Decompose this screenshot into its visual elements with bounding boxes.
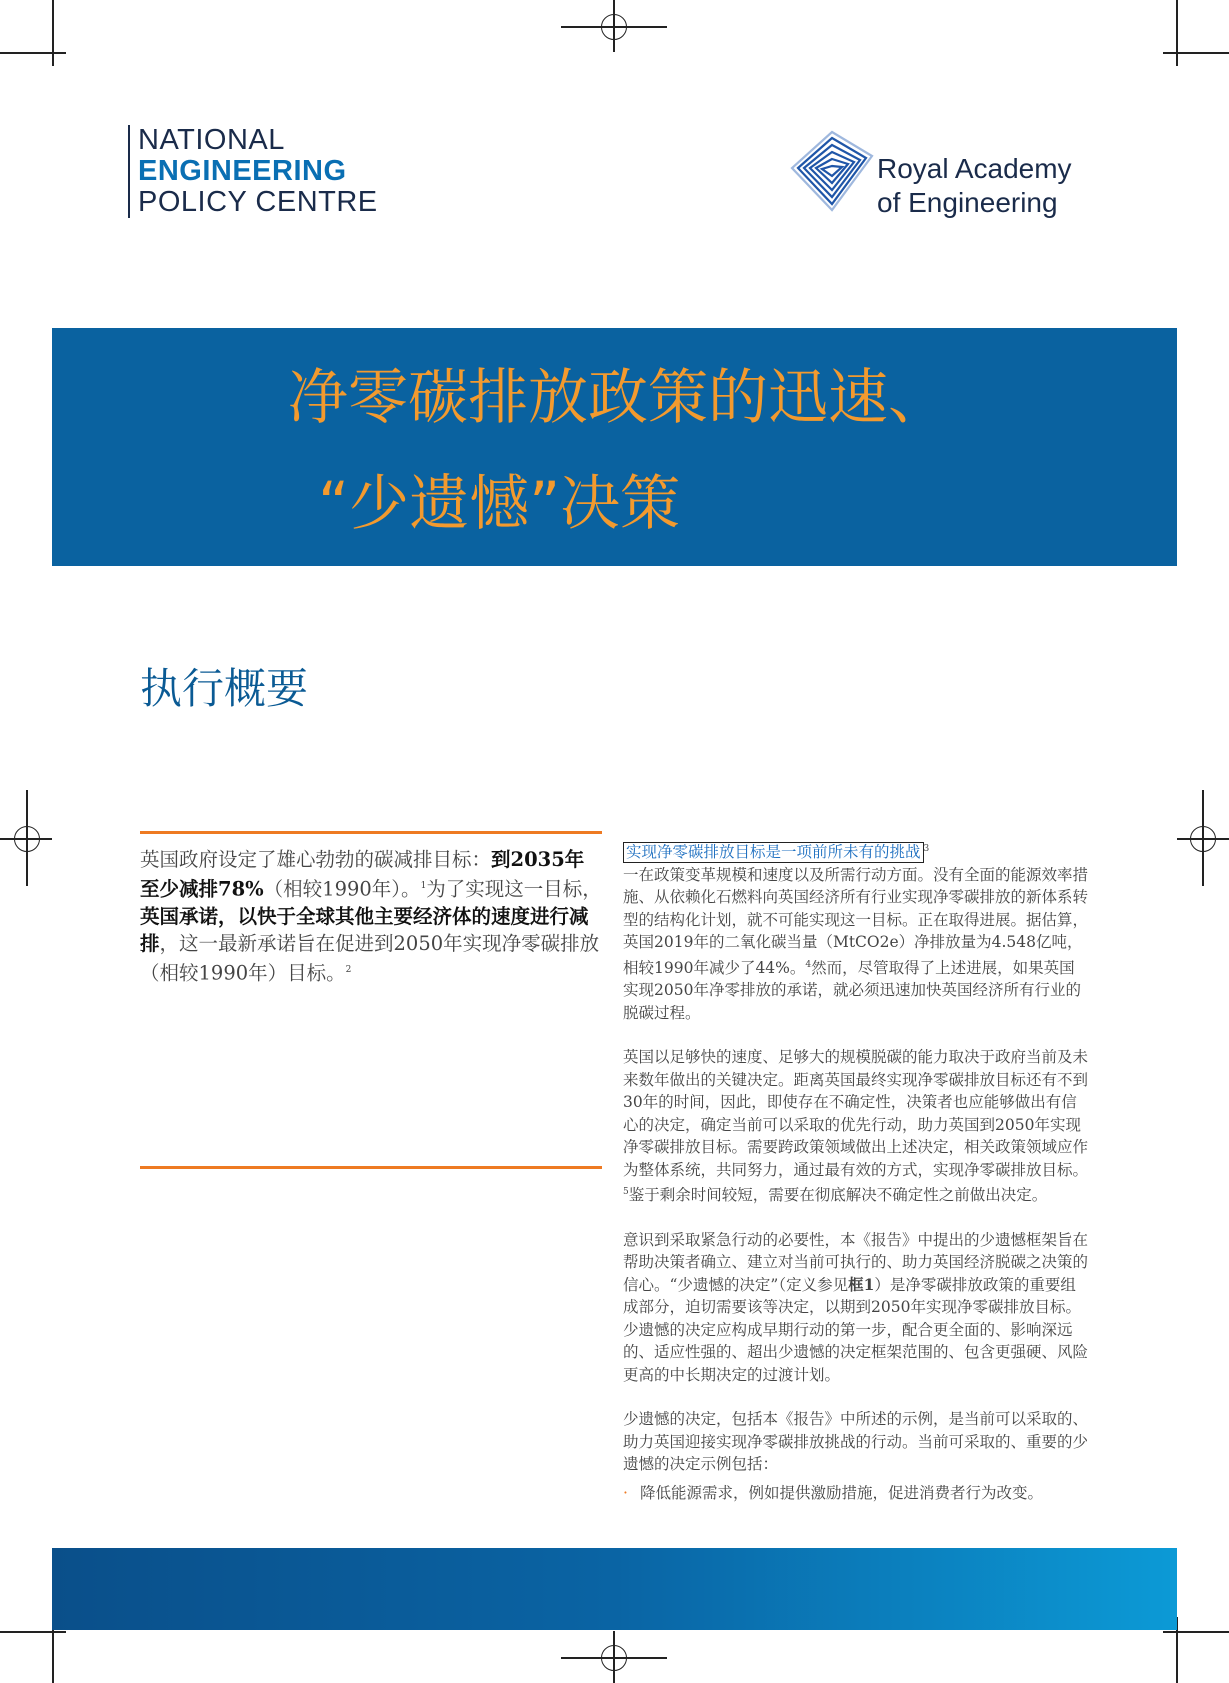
- registration-circle: [601, 14, 627, 40]
- crop-mark: [1163, 52, 1229, 54]
- crop-mark: [0, 52, 66, 54]
- paragraph-3: 意识到采取紧急行动的必要性，本《报告》中提出的少遗憾框架旨在帮助决策者确立、建立对当前可执行的、助力英国经济脱碳之决策的信心。“少遗憾的决定”（定义参见框1）是净零碳排放政策的重要组成部分，迫切需要该等决定，以期到2050年实现净零碳排放目标。少遗憾的决定应构成早期行动的第一步，配合更全面的、影响深远的、适应性强的、超出少遗憾的决定框架范围的、包含更强硬、风险更高的中长期决定的过渡计划。: [623, 1230, 1089, 1384]
- rae-logo-line-2: of Engineering: [877, 187, 1058, 218]
- bullet-text: 降低能源需求，例如提供激励措施，促进消费者行为改变。: [639, 1483, 1043, 1502]
- paragraph-4: 少遗憾的决定，包括本《报告》中所述的示例，是当前可以采取的、助力英国迎接实现净零碳排放挑战的行动。当前可采取的、重要的少遗憾的决定示例包括：: [623, 1410, 1089, 1474]
- royal-academy-logo: [877, 152, 1072, 220]
- royal-academy-icon: [788, 128, 876, 214]
- section-heading: 执行概要: [140, 664, 309, 713]
- footer-band: [52, 1548, 1177, 1630]
- page-title-line-1: 净零碳排放政策的迅速、: [288, 363, 948, 433]
- orange-rule-bottom: [140, 1166, 602, 1169]
- crop-mark: [1176, 0, 1178, 66]
- nepc-logo-line-2: ENGINEERING: [138, 155, 347, 187]
- nepc-logo-line-1: NATIONAL: [138, 124, 285, 156]
- highlight-box: 实现净零碳排放目标是一项前所未有的挑战: [623, 842, 924, 863]
- crop-mark: [52, 0, 54, 66]
- body-column: [623, 838, 1088, 1504]
- crop-mark: [0, 1631, 66, 1633]
- intro-paragraph: 英国政府设定了雄心勃勃的碳减排目标：到2035年至少减排78%（相较1990年）。$^1$为了实现这一目标，英国承诺，以快于全球其他主要经济体的速度进行减排，这一最新承诺旨在促进到2050年实现净零碳排放（相较1990年）目标。$^2$: [140, 848, 602, 984]
- paragraph-2: 英国以足够快的速度、足够大的规模脱碳的能力取决于政府当前及未来数年做出的关键决定。距离英国最终实现净零碳排放目标还有不到30年的时间，因此，即使存在不确定性，决策者也应能够做出有信心的决定，确定当前可以采取的优先行动，助力英国到2050年实现净零碳排放目标。需要跨政策领域做出上述决定，相关政策领域应作为整体系统，共同努力，通过最有效的方式，实现净零碳排放目标。$^5$鉴于剩余时间较短，需要在彻底解决不确定性之前做出决定。: [623, 1048, 1089, 1205]
- registration-circle: [1190, 826, 1216, 852]
- page-title-line-2: “少遗憾”决策: [318, 469, 681, 539]
- nepc-logo-line-3: POLICY CENTRE: [138, 186, 378, 218]
- crop-mark: [1163, 1631, 1229, 1633]
- rae-logo-line-1: Royal Academy: [877, 153, 1072, 184]
- bullet-icon: ·: [623, 1483, 628, 1502]
- list-item: [623, 1482, 1088, 1505]
- paragraph-1: 实现净零碳排放目标是一项前所未有的挑战 $^3$ 一在政策变革规模和速度以及所需行动方面。没有全面的能源效率措施、从依赖化石燃料向英国经济所有行业实现净零碳排放的新体系转型的结构化计划，就不可能实现这一目标。正在取得进展。据估算，英国2019年的二氧化碳当量（MtCO2e）净排放量为4.548亿吨，相较1990年减少了44%。$^4$然而，尽管取得了上述进展，如果英国实现2050年净零排放的承诺，就必须迅速加快英国经济所有行业的脱碳过程。: [623, 843, 1089, 1022]
- registration-circle: [14, 826, 40, 852]
- registration-circle: [601, 1645, 627, 1671]
- orange-rule-top: [140, 831, 602, 834]
- nepc-logo: [128, 125, 378, 218]
